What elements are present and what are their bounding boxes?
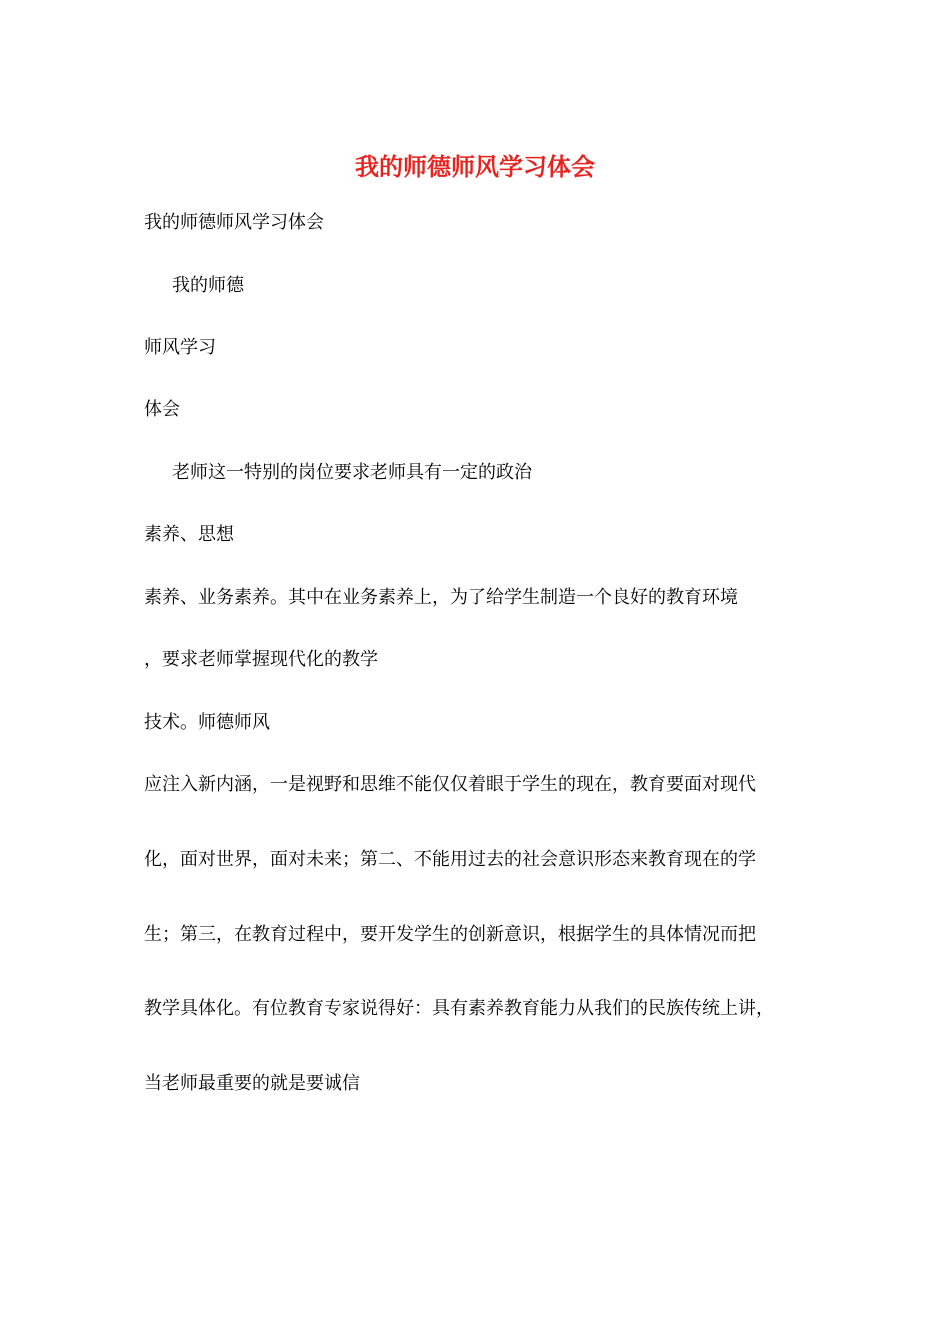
text-line: 化，面对世界，面对未来；第二、不能用过去的社会意识形态来教育现在的学 (144, 849, 756, 870)
text-line: 生；第三，在教育过程中，要开发学生的创新意识，根据学生的具体情况而把 (144, 924, 756, 945)
text-line: 老师这一特别的岗位要求老师具有一定的政治 (172, 462, 532, 483)
text-line: ，要求老师掌握现代化的教学 (144, 649, 378, 670)
text-line: 素养、思想 (144, 524, 234, 545)
text-line: 教学具体化。有位教育专家说得好：具有素养教育能力从我们的民族传统上讲， (144, 998, 774, 1019)
text-line: 体会 (144, 399, 180, 420)
text-line: 师风学习 (144, 337, 216, 358)
text-line: 技术。师德师风 (144, 712, 270, 733)
text-line: 当老师最重要的就是要诚信 (144, 1073, 360, 1094)
text-line: 我的师德师风学习体会 (144, 212, 324, 233)
text-line: 素养、业务素养。其中在业务素养上，为了给学生制造一个良好的教育环境 (144, 587, 738, 608)
text-line: 应注入新内涵，一是视野和思维不能仅仅着眼于学生的现在，教育要面对现代 (144, 774, 756, 795)
text-line: 我的师德 (172, 275, 244, 296)
document-title: 我的师德师风学习体会 (355, 152, 595, 181)
